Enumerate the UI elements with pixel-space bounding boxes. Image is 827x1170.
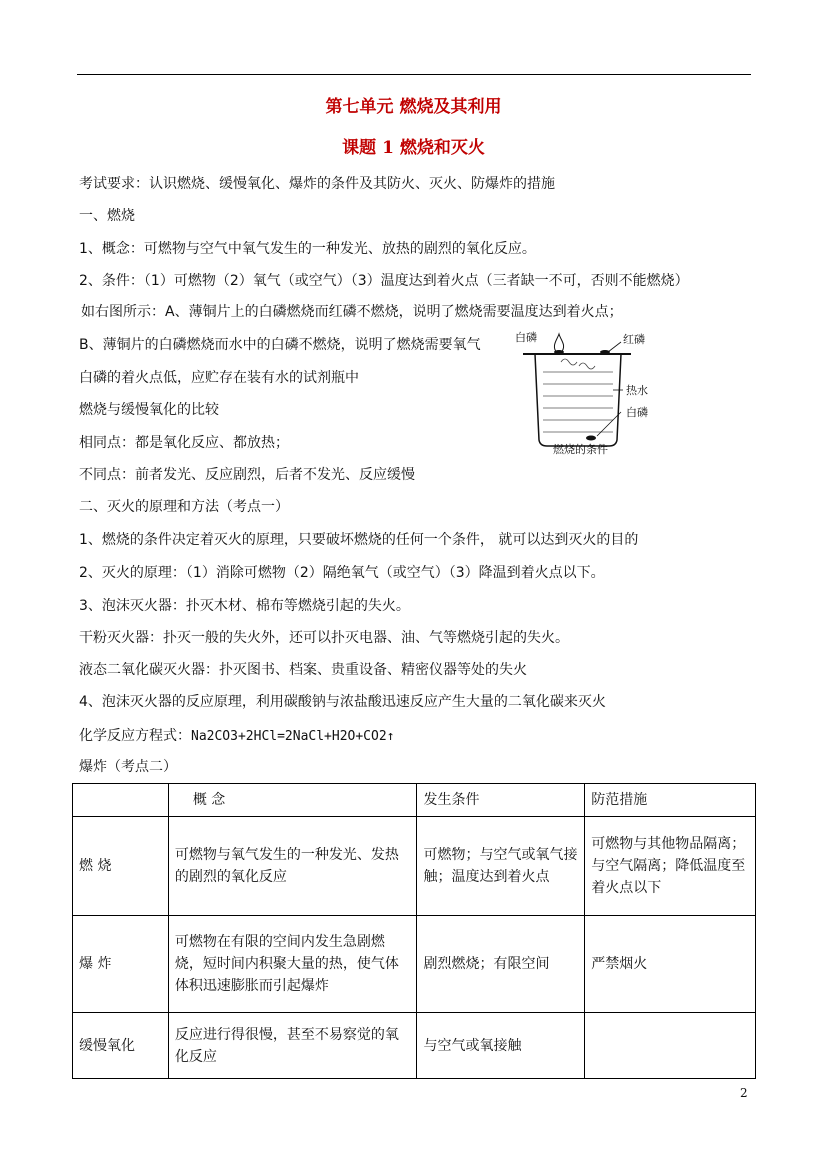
similarity-line: 相同点：都是氧化反应、都放热； [79, 435, 289, 451]
comparison-table [72, 783, 756, 1079]
header-cell: 概 念 [168, 784, 417, 817]
table-cell: 与空气或氧接触 [417, 1013, 585, 1079]
storage-note: 白磷的着火点低，应贮存在装有水的试剂瓶中 [79, 370, 359, 386]
row-label: 燃 烧 [73, 817, 169, 916]
table-cell: 严禁烟火 [585, 916, 756, 1013]
table-row [73, 1013, 756, 1079]
figure-caption: 燃烧的条件 [553, 443, 608, 456]
figure-explanation-a: 如右图所示：A、薄铜片上的白磷燃烧而红磷不燃烧，说明了燃烧需要温度达到着火点； [81, 304, 623, 320]
foam-principle-line: 4、泡沫灭火器的反应原理，利用碳酸钠与浓盐酸迅速反应产生大量的二氧化碳来灭火 [79, 694, 606, 710]
table-cell: 可燃物与其他物品隔离；与空气隔离；降低温度至着火点以下 [585, 817, 756, 916]
submerged-phosphorus-dot [586, 436, 596, 441]
white-phosphorus-dot [554, 350, 564, 354]
exam-requirement: 考试要求：认识燃烧、缓慢氧化、爆炸的条件及其防火、灭火、防爆炸的措施 [79, 176, 555, 192]
lesson-title: 课题 1 燃烧和灭火 [342, 138, 485, 158]
row-label: 爆 炸 [73, 916, 169, 1013]
combustion-apparatus-figure [513, 328, 639, 456]
explosion-heading: 爆炸（考点二） [79, 759, 177, 775]
header-cell: 发生条件 [417, 784, 585, 817]
extinguish-principle-1: 1、燃烧的条件决定着灭火的原理，只要破坏燃烧的任何一个条件， 就可以达到灭火的目的 [79, 532, 639, 548]
comparison-heading: 燃烧与缓慢氧化的比较 [79, 402, 219, 418]
table-row [73, 817, 756, 916]
extinguish-principle-2: 2、灭火的原理：（1）消除可燃物（2）隔绝氧气（或空气）（3）降温到着火点以下。 [79, 565, 605, 581]
co2-extinguisher-line: 液态二氧化碳灭火器：扑灭图书、档案、贵重设备、精密仪器等处的失火 [79, 662, 527, 678]
figure-label-white-phosphorus-2: 白磷 [626, 406, 648, 419]
equation-line [79, 727, 395, 746]
figure-explanation-b: B、薄铜片的白磷燃烧而水中的白磷不燃烧，说明了燃烧需要氧气 [79, 337, 481, 353]
figure-label-white-phosphorus: 白磷 [515, 331, 537, 344]
page-number: 2 [740, 1086, 748, 1100]
foam-extinguisher-line: 3、泡沫灭火器：扑灭木材、棉布等燃烧引起的失火。 [79, 598, 410, 614]
conditions-line: 2、条件：（1）可燃物（2）氧气（或空气）（3）温度达到着火点（三者缺一不可，否则不能燃烧） [79, 273, 689, 289]
header-cell: 防范措施 [585, 784, 756, 817]
equation-label: 化学反应方程式： [79, 728, 191, 744]
table-cell [585, 1013, 756, 1079]
concept-line: 1、概念：可燃物与空气中氧气发生的一种发光、放热的剧烈的氧化反应。 [79, 241, 536, 257]
section-heading-combustion: 一、燃烧 [79, 208, 135, 224]
table-cell: 可燃物与氧气发生的一种发光、发热的剧烈的氧化反应 [168, 817, 417, 916]
table-cell: 剧烈燃烧；有限空间 [417, 916, 585, 1013]
row-label: 缓慢氧化 [73, 1013, 169, 1079]
dry-powder-line: 干粉灭火器：扑灭一般的失火外，还可以扑灭电器、油、气等燃烧引起的失火。 [79, 630, 569, 646]
table-cell: 可燃物；与空气或氧气接触；温度达到着火点 [417, 817, 585, 916]
table-cell: 可燃物在有限的空间内发生急剧燃烧，短时间内积聚大量的热，使气体体积迅速膨胀而引起爆炸 [168, 916, 417, 1013]
table-row [73, 916, 756, 1013]
header-rule [77, 74, 751, 75]
figure-label-red-phosphorus: 红磷 [623, 333, 645, 346]
difference-line: 不同点：前者发光、反应剧烈，后者不发光、反应缓慢 [79, 467, 415, 483]
section-heading-extinguishing: 二、灭火的原理和方法（考点一） [79, 499, 289, 515]
chemical-equation: Na2CO3+2HCl=2NaCl+H2O+CO2↑ [191, 729, 395, 744]
figure-label-hot-water: 热水 [626, 384, 648, 397]
unit-title: 第七单元 燃烧及其利用 [325, 97, 502, 117]
header-cell [73, 784, 169, 817]
table-header-row [73, 784, 756, 817]
hot-water [543, 372, 613, 432]
table-cell: 反应进行得很慢，甚至不易察觉的氧化反应 [168, 1013, 417, 1079]
